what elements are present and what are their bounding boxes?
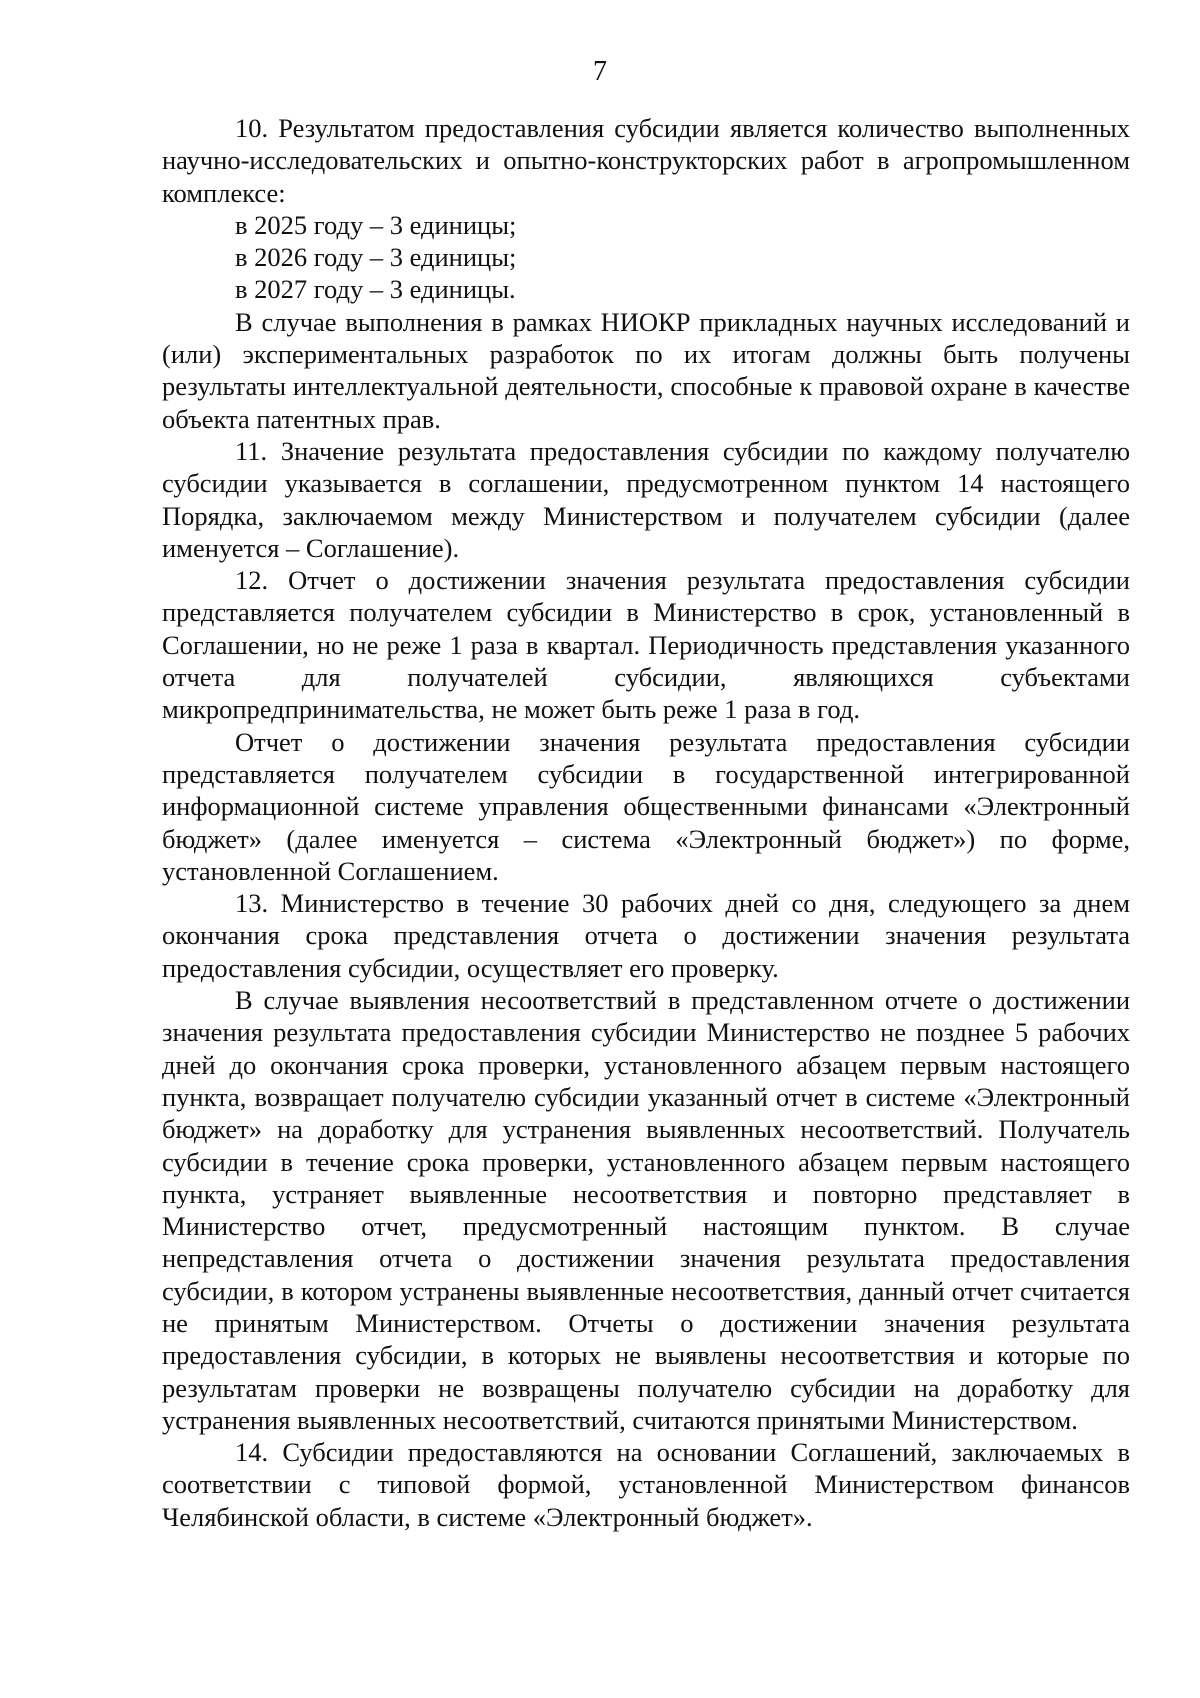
paragraph-niokr: В случае выполнения в рамках НИОКР прикладных научных исследований и (или) экспериментальных разработок по их итогам должны быть получены результаты интеллектуальной деятельности, способные к правовой охране в качестве объекта патентных прав. (162, 306, 1130, 434)
paragraph-13-discrepancies: В случае выявления несоответствий в представленном отчете о достижении значения результата предоставления субсидии Министерство не позднее 5 рабочих дней до окончания срока проверки, установленного абзацем первым настоящего пункта, возвращает получателю субсидии указанный отчет в системе «Электронный бюджет» на доработку для устранения выявленных несоответствий. Получатель субсидии в течение срока проверки, установленного абзацем первым настоящего пункта, устраняет выявленные несоответствия и повторно представляет в Министерство отчет, предусмотренный настоящим пунктом. В случае непредставления отчета о достижении значения результата предоставления субсидии, в котором устранены выявленные несоответствия, данный отчет считается не принятым Министерством. Отчеты о достижении значения результата предоставления субсидии, в которых не выявлены несоответствия и которые по результатам проверки не возвращены получателю субсидии на доработку для устранения выявленных несоответствий, считаются принятыми Министерством. (162, 985, 1130, 1435)
result-2026-line: в 2026 году – 3 единицы; (235, 242, 517, 273)
result-2027-line: в 2027 году – 3 единицы. (235, 274, 516, 305)
document-body (162, 112, 1130, 1533)
paragraph-12: 12. Отчет о достижении значения результата предоставления субсидии представляется получателем субсидии в Министерство в срок, установленный в Соглашении, но не реже 1 раза в квартал. Периодичность представления указанного отчета для получателей субсидии, являющихся субъектами микропредпринимательства, не может быть реже 1 раза в год. (162, 565, 1130, 725)
paragraph-11: 11. Значение результата предоставления субсидии по каждому получателю субсидии указывается в соглашении, предусмотренном пунктом 14 настоящего Порядка, заключаемом между Министерством и получателем субсидии (далее именуется – Соглашение). (162, 435, 1130, 563)
paragraph-14: 14. Субсидии предоставляются на основании Соглашений, заключаемых в соответствии с типовой формой, установленной Министерством финансов Челябинской области, в системе «Электронный бюджет». (162, 1437, 1130, 1532)
page-number: 7 (593, 56, 607, 87)
paragraph-10: 10. Результатом предоставления субсидии является количество выполненных научно-исследовательских и опытно-конструкторских работ в агропромышленном комплексе: (162, 113, 1130, 208)
paragraph-13: 13. Министерство в течение 30 рабочих дней со дня, следующего за днем окончания срока представления отчета о достижении значения результата предоставления субсидии, осуществляет его проверку. (162, 888, 1130, 983)
paragraph-12-report: Отчет о достижении значения результата предоставления субсидии представляется получателем субсидии в государственной интегрированной информационной системе управления общественными финансами «Электронный бюджет» (далее именуется – система «Электронный бюджет») по форме, установленной Соглашением. (162, 726, 1130, 886)
result-2025-line: в 2025 году – 3 единицы; (235, 209, 517, 240)
